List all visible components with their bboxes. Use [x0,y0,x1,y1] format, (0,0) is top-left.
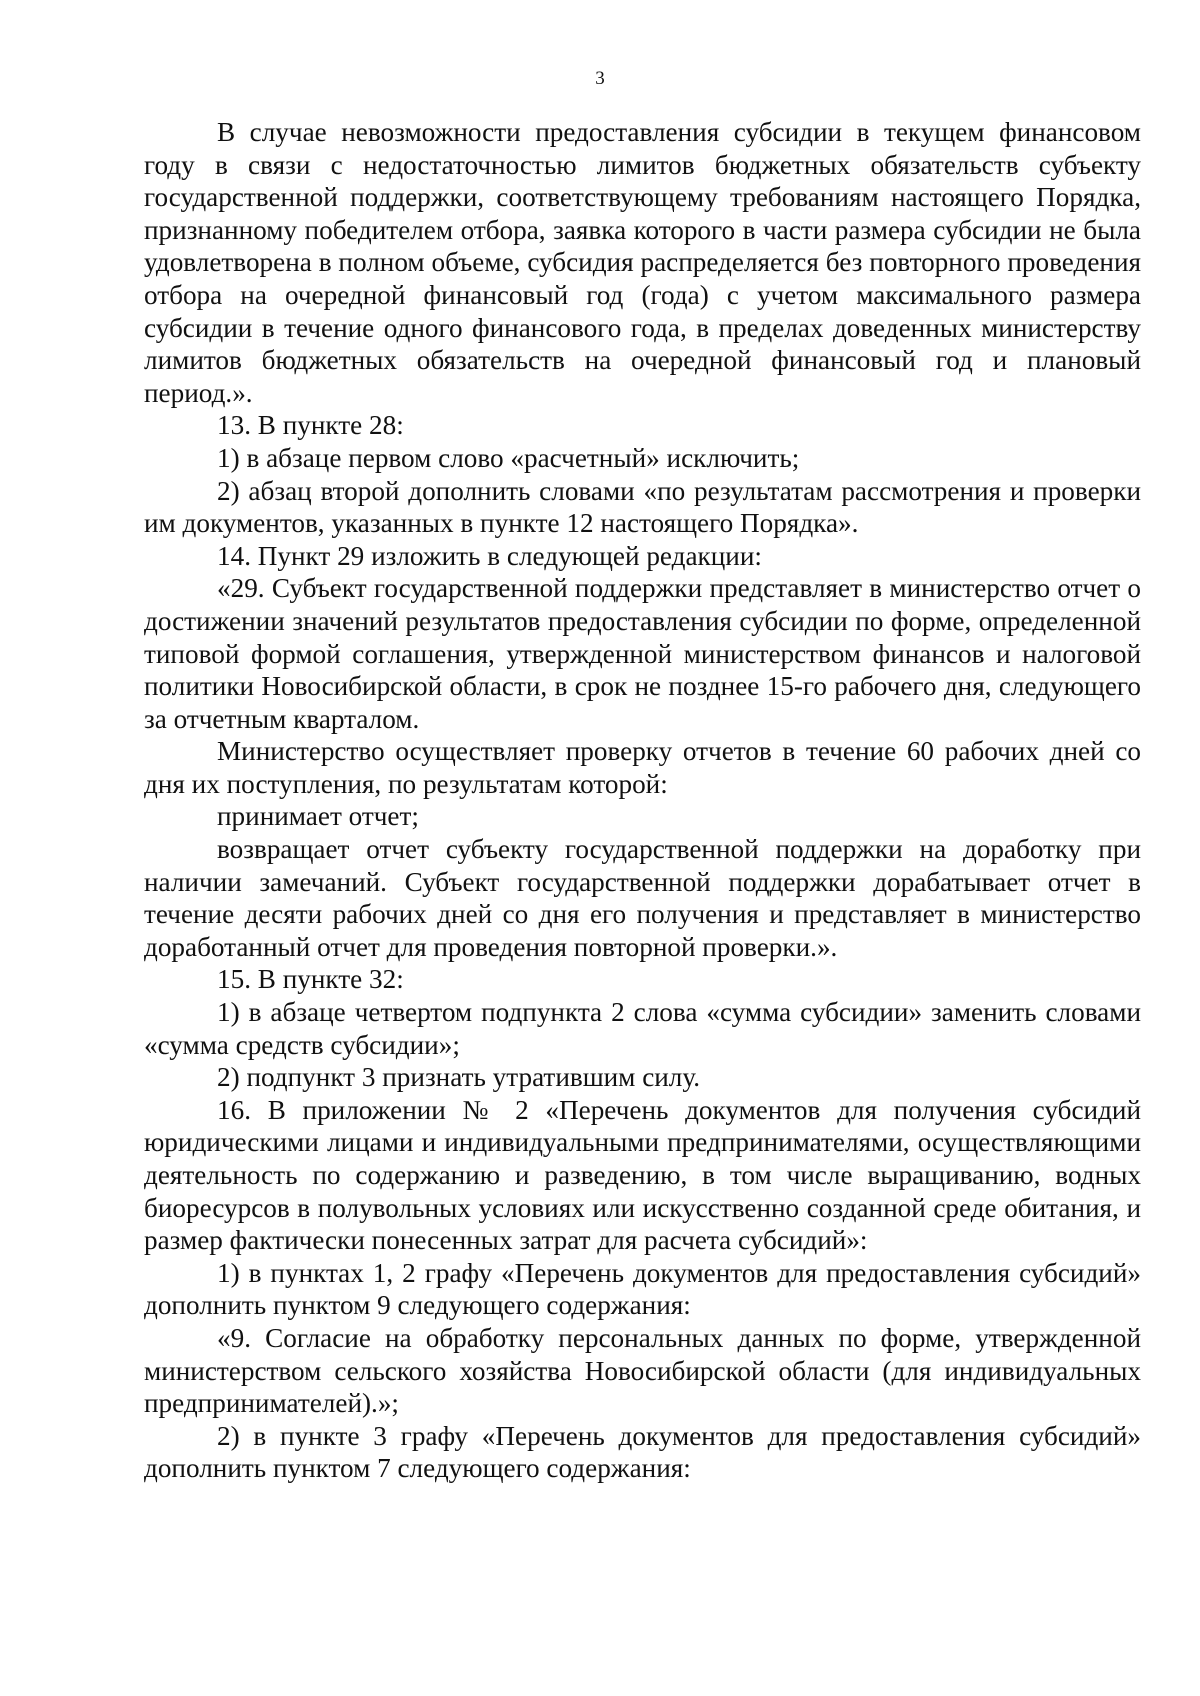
paragraph-item-13-1: 1) в абзаце первом слово «расчетный» исключить; [217,442,800,473]
paragraph-item-15-1: 1) в абзаце четвертом подпункта 2 слова «сумма субсидии» заменить словами «сумма средств субсидии»; [144,997,1141,1060]
paragraph-item-15: 15. В пункте 32: [217,964,404,995]
document-body [144,116,1141,1485]
paragraph-accepts-report: принимает отчет; [217,801,419,832]
paragraph-item-13-2: 2) абзац второй дополнить словами «по результатам рассмотрения и проверки им документов, указанных в пункте 12 настоящего Порядка». [144,475,1141,539]
paragraph-subsidy-distribution: В случае невозможности предоставления субсидии в текущем финансовом году в связи с недостаточностью лимитов бюджетных обязательств субъекту государственной поддержки, соответствующему требованиям настоящего Порядка, признанному победителем отбора, заявка которого в части размера субсидии не была удовлетворена в полном объеме, субсидия распределяется без повторного проведения отбора на очередной финансовый год (года) с учетом максимального размера субсидии в течение одного финансового года, в пределах доведенных министерству лимитов бюджетных обязательств на очередной финансовый год и плановый период.». [144,117,1141,408]
page-number: 3 [595,68,605,89]
paragraph-returns-report: возвращает отчет субъекту государственной поддержки на доработку при наличии замечаний. Субъект государственной поддержки дорабатывает отчет в течение десяти рабочих дней со дня его получения и представляет в министерство доработанный отчет для проведения повторной проверки.». [144,834,1141,962]
paragraph-item-16: 16. В приложении № 2 «Перечень документов для получения субсидий юридическими лицами и индивидуальными предпринимателями, осуществляющими деятельность по содержанию и разведению, в том числе выращиванию, водных биоресурсов в полувольных условиях или искусственно созданной среде обитания, и размер фактически понесенных затрат для расчета субсидий»: [144,1094,1141,1256]
paragraph-item-15-2: 2) подпункт 3 признать утратившим силу. [217,1062,701,1093]
paragraph-item-14: 14. Пункт 29 изложить в следующей редакции: [217,540,762,571]
paragraph-consent-item-9: «9. Согласие на обработку персональных данных по форме, утвержденной министерством сельского хозяйства Новосибирской области (для индивидуальных предпринимателей).»; [144,1322,1141,1419]
paragraph-point-29: «29. Субъект государственной поддержки представляет в министерство отчет о достижении значений результатов предоставления субсидии по форме, определенной типовой формой соглашения, утвержденной министерством финансов и налоговой политики Новосибирской области, в срок не позднее 15-го рабочего дня, следующего за отчетным кварталом. [144,573,1141,734]
paragraph-item-16-2: 2) в пункте 3 графу «Перечень документов для предоставления субсидий» дополнить пунктом 7 следующего содержания: [144,1420,1141,1484]
paragraph-report-check: Министерство осуществляет проверку отчетов в течение 60 рабочих дней со дня их поступления, по результатам которой: [144,736,1141,799]
paragraph-item-13: 13. В пункте 28: [217,410,404,441]
paragraph-item-16-1: 1) в пунктах 1, 2 графу «Перечень документов для предоставления субсидий» дополнить пунктом 9 следующего содержания: [144,1257,1141,1321]
